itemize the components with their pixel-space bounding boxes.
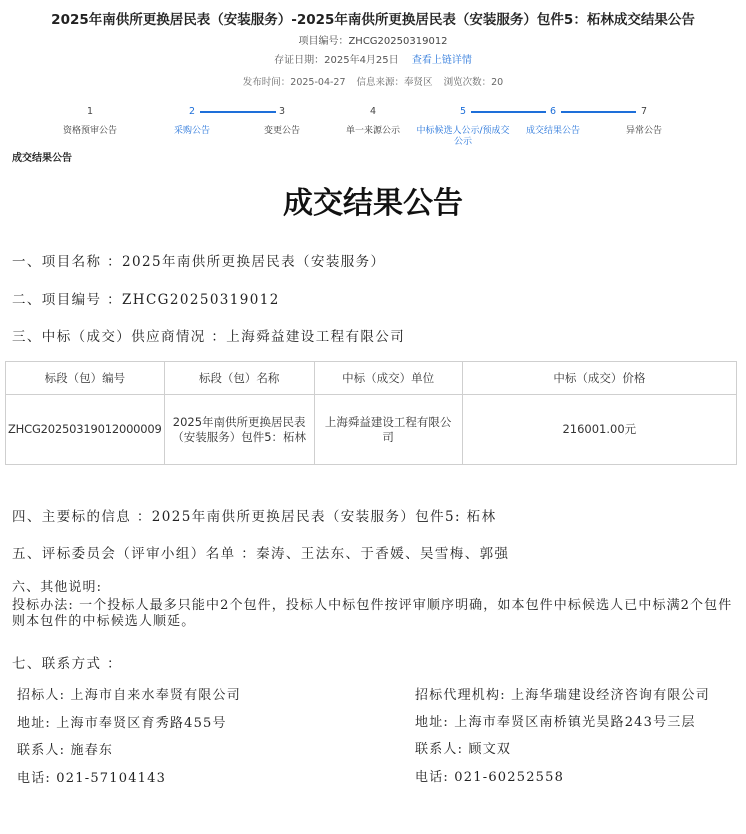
cell-lot-code: ZHCG20250319012000009 <box>6 395 165 465</box>
contact-heading: 七、联系方式 ： <box>12 656 122 672</box>
purchaser-name: 招标人: 上海市自来水奉贤有限公司 <box>17 688 241 703</box>
view-count: 浏览次数：20 <box>443 77 504 88</box>
header-lot-name: 标段（包）名称 <box>164 362 314 395</box>
deposit-date: 存证日期：2025年4月25日 <box>274 55 399 66</box>
step-change[interactable]: 3 变更公告 <box>263 106 300 136</box>
project-code-line: 项目编号：ZHCG20250319012 <box>298 36 448 47</box>
other-notes-text: 投标办法: 一个投标人最多只能中2个包件，投标人中标包件按评审顺序明确，如本包件中标候选人已中标满2个包件则本包件的中标候选人顺延。 <box>12 598 733 629</box>
view-chain-details-link[interactable]: 查看上链详情 <box>411 55 472 66</box>
table-header-row <box>6 362 737 395</box>
cell-price: 216001.00元 <box>462 395 736 465</box>
document-title: 成交结果公告 <box>283 186 463 221</box>
step-single-source[interactable]: 4 单一来源公示 <box>345 106 400 136</box>
publish-time: 发布时间：2025-04-27 <box>242 77 346 88</box>
step-candidate-notice[interactable]: 5 中标候选人公示/预成交公示 <box>416 106 510 147</box>
step-abnormal-notice[interactable]: 7 异常公告 <box>625 106 662 136</box>
table-row <box>6 395 737 465</box>
purchaser-contact <box>17 688 317 787</box>
cell-winner: 上海舜益建设工程有限公司 <box>314 395 462 465</box>
step-result-notice[interactable]: 6 成交结果公告 <box>525 106 580 136</box>
agent-person: 联系人: 顾文双 <box>415 742 512 757</box>
publish-info <box>0 74 746 88</box>
purchaser-phone: 电话: 021-57104143 <box>17 771 167 786</box>
section-label: 成交结果公告 <box>12 153 72 164</box>
project-name: 一、项目名称 ：2025年南供所更换居民表（安装服务） <box>12 254 386 270</box>
header-lot-code: 标段（包）编号 <box>6 362 165 395</box>
info-source: 信息来源：奉贤区 <box>356 77 433 88</box>
project-code: 二、项目编号 ：ZHCG20250319012 <box>12 292 280 308</box>
header-winner: 中标（成交）单位 <box>314 362 462 395</box>
purchaser-address: 地址: 上海市奉贤区育秀路455号 <box>17 716 227 731</box>
supplier-info: 三、中标（成交）供应商情况 ：上海舜益建设工程有限公司 <box>12 329 406 345</box>
header-price: 中标（成交）价格 <box>462 362 736 395</box>
step-prequalification[interactable]: 1 资格预审公告 <box>62 106 117 136</box>
subject-info: 四、主要标的信息 ：2025年南供所更换居民表（安装服务）包件5: 柘林 <box>12 509 497 525</box>
bid-result-table <box>5 361 737 465</box>
agent-contact <box>415 688 737 786</box>
purchaser-person: 联系人: 施春东 <box>17 743 114 758</box>
other-notes-heading: 六、其他说明: <box>12 580 103 595</box>
agent-phone: 电话: 021-60252558 <box>415 770 565 785</box>
step-procurement[interactable]: 2 采购公告 <box>173 106 210 136</box>
announcement-title: 2025年南供所更换居民表（安装服务）-2025年南供所更换居民表（安装服务）包件5：柘林成交结果公告 <box>51 12 695 28</box>
committee-list: 五、评标委员会（评审小组）名单 ：秦涛、王法东、于香媛、吴雪梅、郭强 <box>12 546 510 562</box>
deposit-line <box>0 51 746 66</box>
agent-name: 招标代理机构: 上海华瑞建设经济咨询有限公司 <box>415 688 710 703</box>
cell-lot-name: 2025年南供所更换居民表（安装服务）包件5：柘林 <box>164 395 314 465</box>
agent-address: 地址: 上海市奉贤区南桥镇光昊路243号三层 <box>415 715 696 730</box>
